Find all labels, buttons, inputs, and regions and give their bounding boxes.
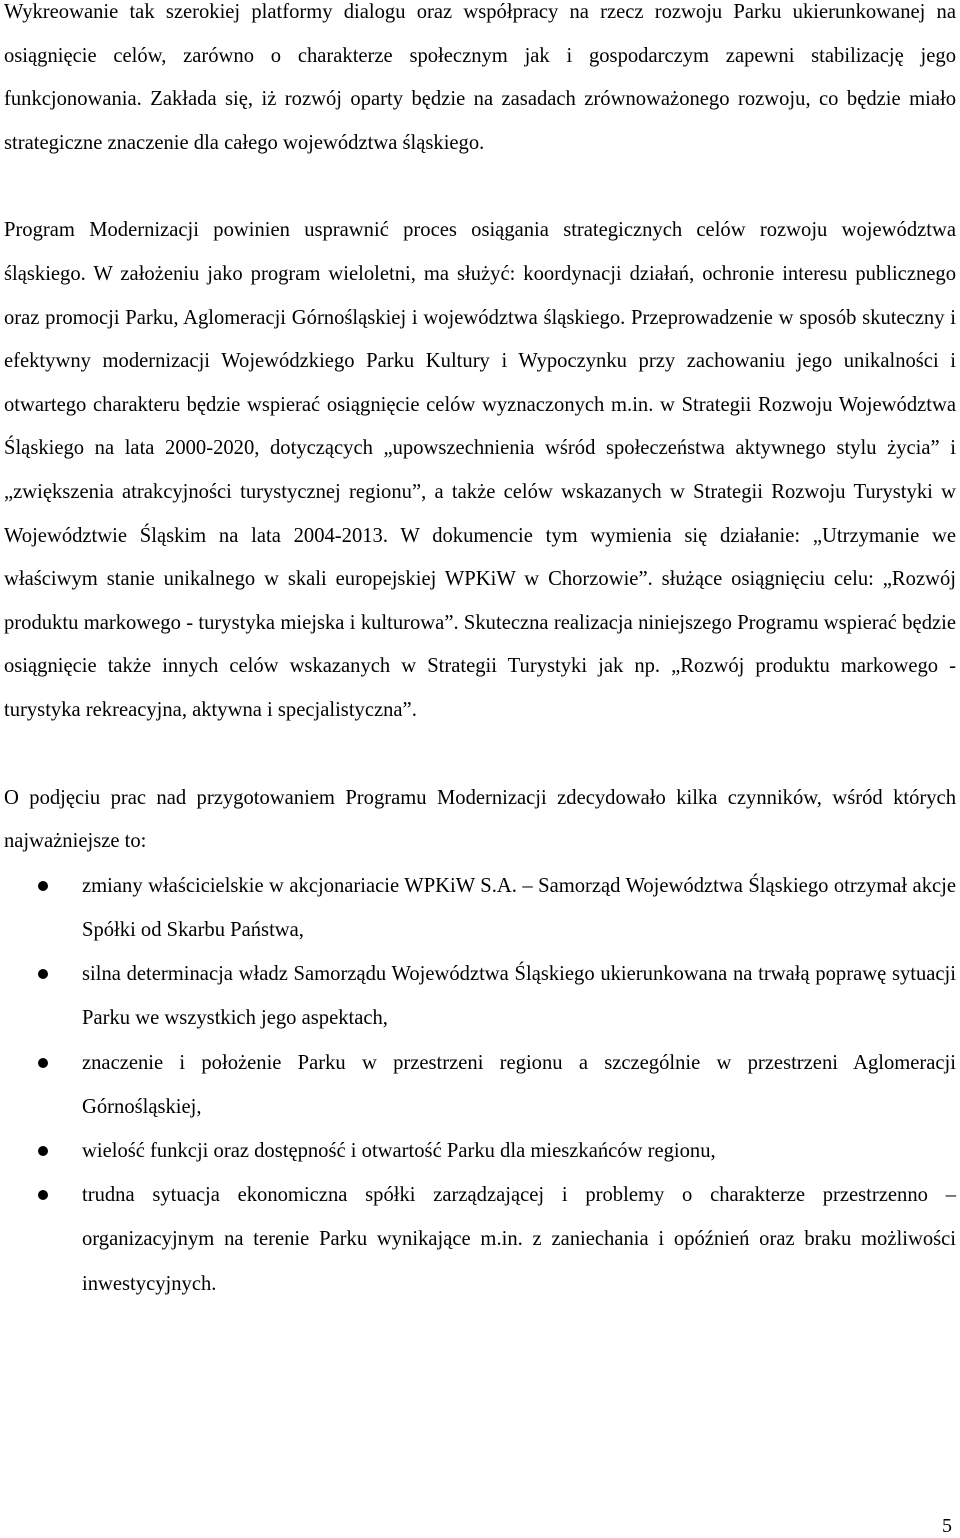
bullet-icon <box>38 969 48 979</box>
paragraph-factors-intro: O podjęciu prac nad przygotowaniem Programu Modernizacji zdecydowało kilka czynników, wśród których najważniejsze to: <box>4 786 956 853</box>
bullet-icon <box>38 1190 48 1200</box>
bullet-icon <box>38 1058 48 1068</box>
list-item-text: silna determinacja władz Samorządu Województwa Śląskiego ukierunkowana na trwałą poprawę sytuacji Parku we wszystkich jego aspektach, <box>82 963 956 1030</box>
list-item <box>4 952 956 1040</box>
bullet-icon <box>38 881 48 891</box>
paragraph-program: Program Modernizacji powinien usprawnić proces osiągania strategicznych celów rozwoju województwa śląskiego. W założeniu jako program wieloletni, ma służyć: koordynacji działań, ochronie interesu publicznego oraz promocji Parku, Aglomeracji Górnośląskiej i województwa śląskiego. Przeprowadzenie w sposób skuteczny i efektywny modernizacji Wojewódzkiego Parku Kultury i Wypoczynku przy zachowaniu jego unikalności i otwartego charakteru będzie wspierać osiągnięcie celów wyznaczonych m.in. w Strategii Rozwoju Województwa Śląskiego na lata 2000-2020, dotyczących „upowszechnienia wśród społeczeństwa aktywnego stylu życia” i „zwiększenia atrakcyjności turystycznej regionu”, a także celów wskazanych w Strategii Rozwoju Turystyki w Województwie Śląskim na lata 2004-2013. W dokumencie tym wymienia się działanie: „Utrzymanie we właściwym stanie unikalnego w skali europejskiej WPKiW w Chorzowie”. służące osiągnięciu celu: „Rozwój produktu markowego - turystyka miejska i kulturowa”. Skuteczna realizacja niniejszego Programu wspierać będzie osiągnięcie także innych celów wskazanych w Strategii Turystyki jak np. „Rozwój produktu markowego - turystyka rekreacyjna, aktywna i specjalistyczna”. <box>4 219 956 721</box>
list-item <box>4 864 956 952</box>
bullet-icon <box>38 1146 48 1156</box>
factors-list <box>4 864 956 1306</box>
paragraph-platform: Wykreowanie tak szerokiej platformy dialogu oraz współpracy na rzecz rozwoju Parku ukierunkowanej na osiągnięcie celów, zarówno o charakterze społecznym jak i gospodarczym zapewni stabilizację jego funkcjonowania. Zakłada się, iż rozwój oparty będzie na zasadach zrównoważonego rozwoju, co będzie miało strategiczne znaczenie dla całego województwa śląskiego. <box>4 1 956 154</box>
list-item <box>4 1129 956 1173</box>
list-item-text: zmiany właścicielskie w akcjonariacie WPKiW S.A. – Samorząd Województwa Śląskiego otrzymał akcje Spółki od Skarbu Państwa, <box>82 874 956 941</box>
page-number: 5 <box>942 1515 952 1537</box>
list-item-text: znaczenie i położenie Parku w przestrzeni regionu a szczególnie w przestrzeni Aglomeracji Górnośląskiej, <box>82 1051 956 1118</box>
list-item <box>4 1041 956 1129</box>
list-item-text: trudna sytuacja ekonomiczna spółki zarządzającej i problemy o charakterze przestrzenno –organizacyjnym na terenie Parku wynikające m.in. z zaniechania i opóźnień oraz braku możliwości inwestycyjnych. <box>82 1184 956 1295</box>
list-item-text: wielość funkcji oraz dostępność i otwartość Parku dla mieszkańców regionu, <box>82 1139 716 1162</box>
list-item <box>4 1173 956 1306</box>
document-page <box>4 0 956 1306</box>
